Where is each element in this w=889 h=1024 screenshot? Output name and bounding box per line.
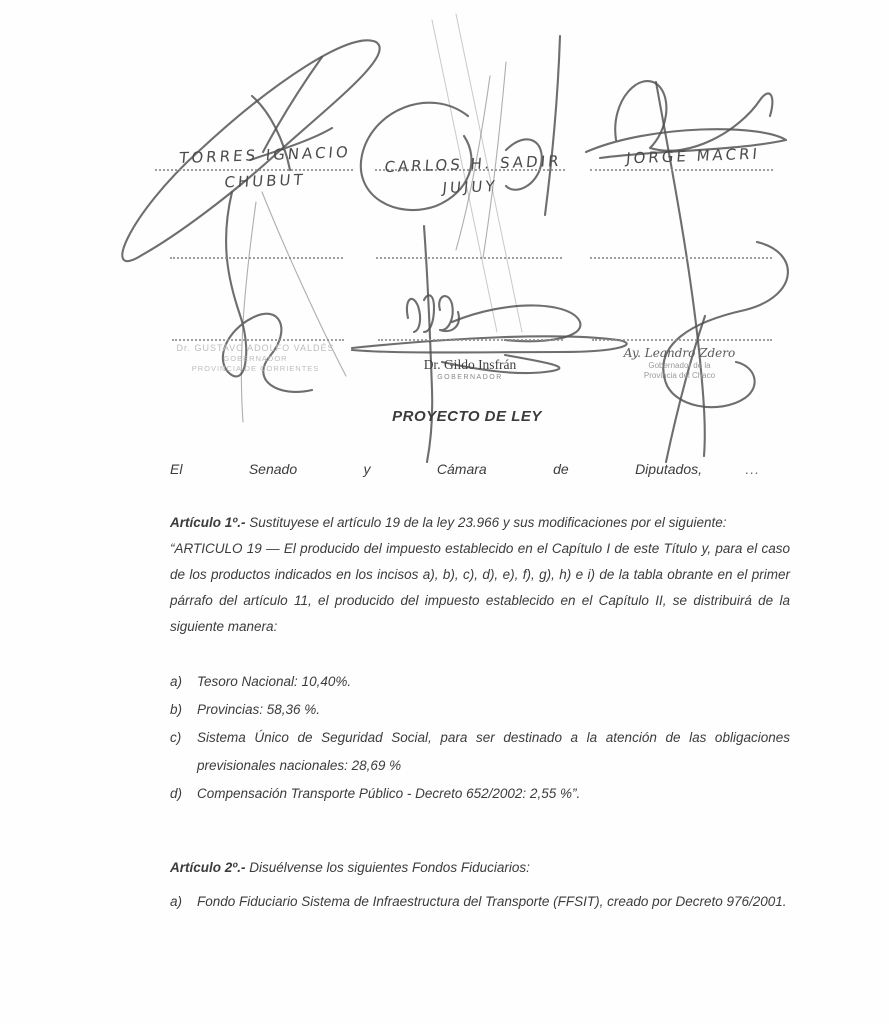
signatures-overlay: [0, 0, 889, 500]
printed-label-insfran: [385, 357, 555, 383]
signature-line: [592, 339, 772, 341]
article-2-intro-text: Disuélvense los siguientes Fondos Fiduciarios:: [249, 860, 530, 875]
list-item: [170, 888, 790, 916]
list-item: [170, 668, 790, 696]
signature-scrawl-insfran: [424, 226, 432, 462]
article-1-intro: [170, 510, 790, 536]
opening-ellipsis: ...: [745, 461, 760, 477]
list-marker: b): [170, 702, 183, 717]
list-marker: a): [170, 894, 183, 909]
signature-scrawl-zdero: [666, 316, 705, 462]
signature-scrawl-zdero: [663, 242, 788, 407]
article-1-label: Artículo 1º.-: [170, 515, 246, 530]
opening-words: [170, 461, 702, 477]
signature-line: [172, 339, 344, 341]
list-text: Provincias: 58,36 %.: [197, 702, 321, 717]
signer-name: Ay. Leandro Zdero: [623, 346, 736, 360]
opening-word: y: [363, 461, 371, 477]
signature-scrawl-macri: [615, 81, 772, 151]
signer-province: Provincia del Chaco: [643, 371, 716, 380]
signature-line: [170, 257, 343, 259]
article-2-intro: [170, 855, 790, 881]
signer-province: PROVINCIA DE CORRIENTES: [191, 363, 320, 373]
signature-scrawl-sadir: [545, 36, 560, 215]
article-2: [170, 855, 790, 916]
opening-word: Senado: [248, 461, 298, 477]
handwritten-province-chubut: CHUBUT: [223, 170, 307, 192]
list-marker: a): [170, 674, 183, 689]
signature-line: [590, 257, 772, 259]
opening-word: Cámara: [436, 461, 487, 477]
list-marker: d): [170, 786, 183, 801]
list-text: Fondo Fiduciario Sistema de Infraestructura del Transporte (FFSIT), creado por Decreto 976/2001.: [197, 894, 787, 909]
signer-title: Gobernador de la: [648, 361, 711, 370]
article-1-list: [170, 668, 790, 808]
list-item: [170, 696, 790, 724]
article-1-intro-text: Sustituyese el artículo 19 de la ley 23.966 y sus modificaciones por el siguiente:: [249, 515, 727, 530]
signature-strokes-svg: [0, 0, 889, 500]
signature-line: [590, 169, 773, 171]
document-title: PROYECTO DE LEY: [392, 408, 542, 425]
handwritten-name-sadir: CARLOS H. SADIR: [383, 151, 563, 177]
handwritten-province-jujuy: JUJUY: [441, 177, 499, 197]
signer-name: Dr. Gildo Insfrán: [423, 357, 517, 372]
handwritten-name-torres: TORRES IGNACIO: [178, 142, 352, 168]
signature-line: [378, 339, 563, 341]
list-text: Sistema Único de Seguridad Social, para ser destinado a la atención de las obligaciones previsionales nacionales: 28,69 %: [197, 730, 790, 773]
list-marker: c): [170, 730, 182, 745]
opening-line: [170, 461, 788, 477]
signer-title: GOBERNADOR: [437, 373, 503, 381]
signature-scrawl-insfran: [407, 295, 459, 332]
article-2-label: Artículo 2º.-: [170, 860, 246, 875]
printed-label-valdes: [163, 343, 348, 373]
list-text: Tesoro Nacional: 10,40%.: [197, 674, 352, 689]
article-1: [170, 510, 790, 640]
handwritten-name-macri: JORGE MACRI: [625, 144, 761, 168]
signature-line: [376, 257, 562, 259]
list-item: [170, 724, 790, 780]
printed-label-zdero: [602, 346, 757, 381]
article-1-quote: “ARTICULO 19 — El producido del impuesto establecido en el Capítulo I de este Título y, para el caso de los productos indicados en los incisos a), b), c), d), e), f), g), h) e i) de la tabla obrante en el primer párrafo del artículo 11, el producido del impuesto establecido en el Capítulo II, se distribuirá de la siguiente manera:: [170, 541, 790, 634]
opening-word: Diputados,: [635, 461, 702, 477]
signature-scrawl-valdes: [241, 202, 256, 422]
list-item: [170, 780, 790, 808]
opening-word: de: [553, 461, 569, 477]
signer-name: Dr. GUSTAVO ADOLFO VALDÉS: [176, 343, 335, 353]
list-text: Compensación Transporte Público - Decreto 652/2002: 2,55 %”.: [197, 786, 581, 801]
signer-title: GOBERNADOR: [223, 354, 288, 364]
opening-word: El: [170, 461, 183, 477]
